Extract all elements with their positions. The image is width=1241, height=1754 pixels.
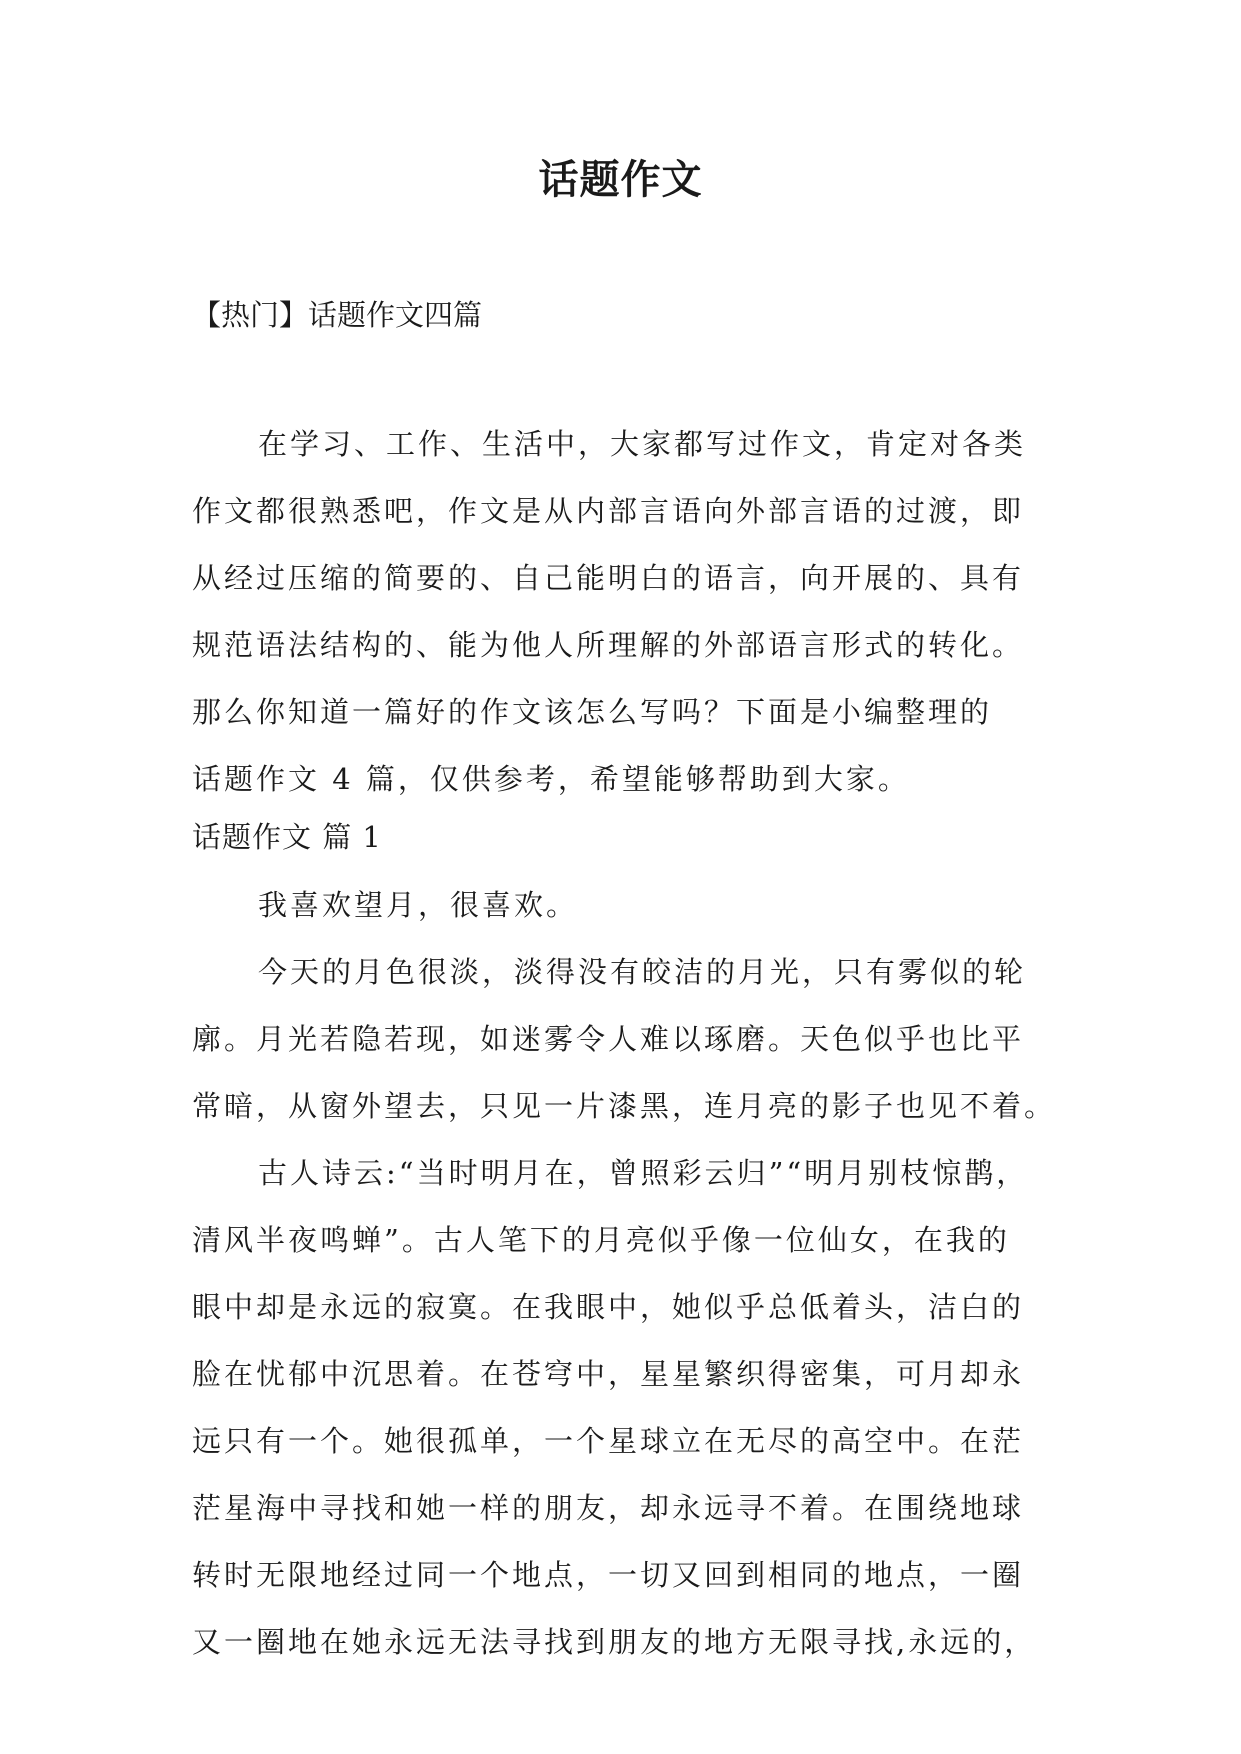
essay-line: 古人诗云:“当时明月在，曾照彩云归”“明月别枝惊鹊，	[258, 1156, 1029, 1190]
essay-line: 远只有一个。她很孤单，一个星球立在无尽的高空中。在茫	[192, 1424, 1025, 1458]
intro-line: 那么你知道一篇好的作文该怎么写吗？下面是小编整理的	[192, 695, 993, 729]
essay-line: 今天的月色很淡，淡得没有皎洁的月光，只有雾似的轮	[258, 955, 1027, 989]
essay-line: 转时无限地经过同一个地点，一切又回到相同的地点，一圈	[192, 1558, 1025, 1592]
essay-line: 又一圈地在她永远无法寻找到朋友的地方无限寻找,永远的，	[192, 1625, 1037, 1659]
intro-line: 从经过压缩的简要的、自己能明白的语言，向开展的、具有	[192, 561, 1025, 595]
essay-line: 常暗，从窗外望去，只见一片漆黑，连月亮的影子也见不着。	[192, 1089, 1057, 1123]
document-title: 话题作文	[538, 157, 703, 203]
intro-paragraph	[192, 411, 1052, 813]
document-subtitle: 【热门】话题作文四篇	[192, 298, 483, 332]
section-heading: 话题作文 篇 1	[192, 820, 382, 854]
intro-line: 作文都很熟悉吧，作文是从内部言语向外部言语的过渡，即	[192, 494, 1025, 528]
intro-line: 规范语法结构的、能为他人所理解的外部语言形式的转化。	[192, 628, 1025, 662]
essay-line: 廓。月光若隐若现，如迷雾令人难以琢磨。天色似乎也比平	[192, 1022, 1025, 1056]
essay-body	[192, 872, 1057, 1676]
intro-line: 在学习、工作、生活中，大家都写过作文，肯定对各类	[258, 427, 1027, 461]
essay-line: 茫星海中寻找和她一样的朋友，却永远寻不着。在围绕地球	[192, 1491, 1025, 1525]
essay-line: 眼中却是永远的寂寞。在我眼中，她似乎总低着头，洁白的	[192, 1290, 1025, 1324]
essay-line: 清风半夜鸣蝉”。古人笔下的月亮似乎像一位仙女，在我的	[192, 1223, 1010, 1257]
essay-line: 脸在忧郁中沉思着。在苍穹中，星星繁织得密集，可月却永	[192, 1357, 1025, 1391]
essay-line: 我喜欢望月，很喜欢。	[258, 888, 579, 922]
intro-line: 话题作文 4 篇，仅供参考，希望能够帮助到大家。	[192, 762, 910, 796]
